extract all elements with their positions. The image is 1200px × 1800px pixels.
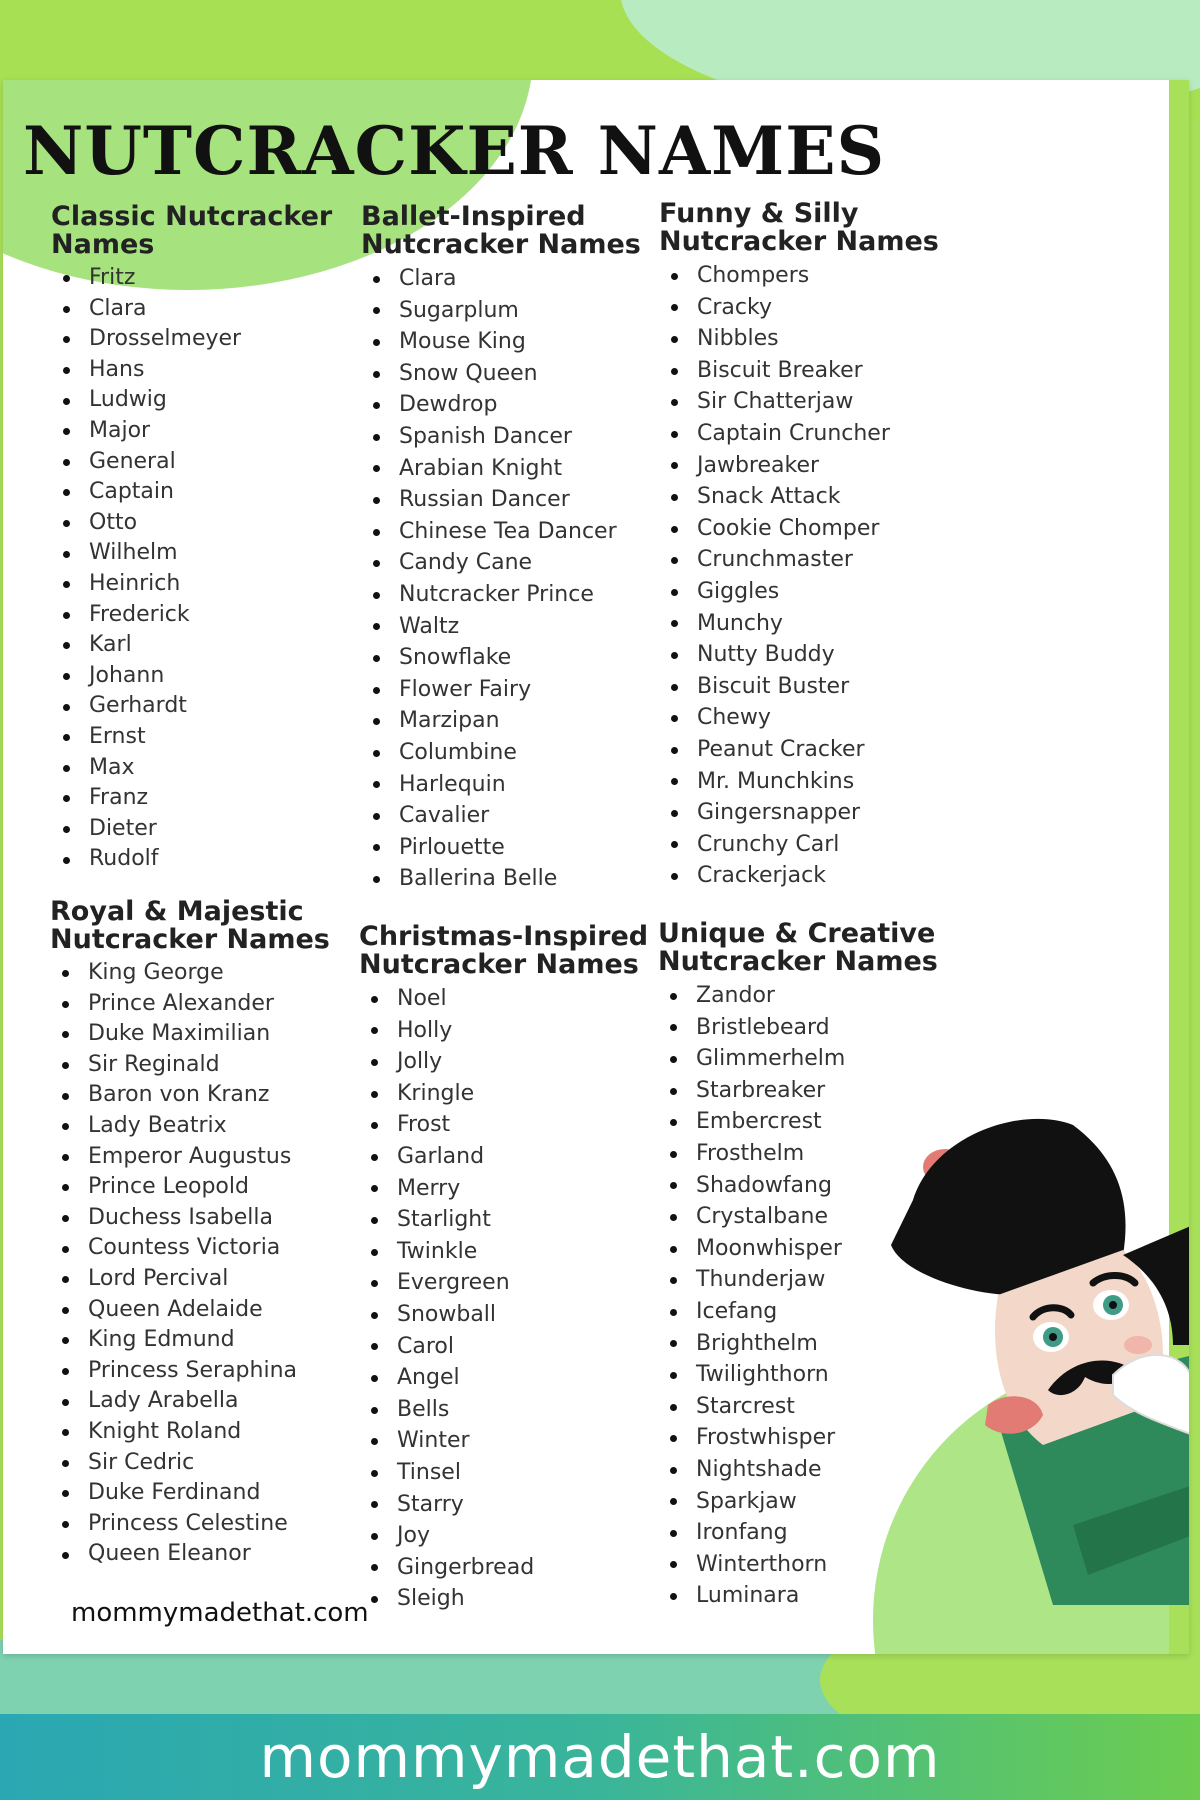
list-item: Countess Victoria [50, 1233, 330, 1264]
list-item: Kringle [359, 1078, 648, 1110]
section-funny [659, 200, 939, 892]
list-item: Winter [359, 1425, 648, 1457]
list-item: Sir Cedric [50, 1448, 330, 1479]
list-item: Clara [361, 263, 641, 295]
section-heading-line1: Royal & Majestic [50, 896, 304, 927]
list-item: Frostwhisper [658, 1422, 938, 1454]
list-item: Spanish Dancer [361, 421, 641, 453]
list-item: Ludwig [51, 385, 332, 416]
list-item: Starlight [359, 1204, 648, 1236]
list-item: Nightshade [658, 1454, 938, 1486]
page-title: NUTCRACKER NAMES [23, 112, 886, 190]
list-item: Luminara [658, 1580, 938, 1612]
list-item: Marzipan [361, 705, 641, 737]
list-item: Waltz [361, 611, 641, 643]
list-item: Cookie Chomper [659, 513, 939, 545]
list-item: Embercrest [658, 1106, 938, 1138]
list-item: Crystalbane [658, 1201, 938, 1233]
list-item: Dewdrop [361, 389, 641, 421]
section-heading [658, 920, 938, 976]
list-item: Nibbles [659, 323, 939, 355]
list-item: Harlequin [361, 769, 641, 801]
list-item: Twinkle [359, 1236, 648, 1268]
list-item: Tinsel [359, 1457, 648, 1489]
list-item: Russian Dancer [361, 484, 641, 516]
list-item: Biscuit Buster [659, 671, 939, 703]
list-item: Winterthorn [658, 1549, 938, 1581]
list-item: Shadowfang [658, 1170, 938, 1202]
section-heading-line2: Nutcracker Names [659, 226, 939, 257]
name-list [361, 263, 641, 895]
list-item: Captain Cruncher [659, 418, 939, 450]
list-item: Gingerbread [359, 1552, 648, 1584]
list-item: Starry [359, 1489, 648, 1521]
section-christmas [359, 923, 648, 1615]
list-item: Munchy [659, 608, 939, 640]
section-heading [51, 203, 332, 259]
footer-band [0, 1714, 1200, 1800]
list-item: Glimmerhelm [658, 1043, 938, 1075]
list-item: Franz [51, 783, 332, 814]
list-item: Baron von Kranz [50, 1080, 330, 1111]
list-item: Arabian Knight [361, 453, 641, 485]
name-list [659, 260, 939, 892]
list-item: Garland [359, 1141, 648, 1173]
list-item: Gingersnapper [659, 797, 939, 829]
list-item: Pirlouette [361, 832, 641, 864]
list-item: Rudolf [51, 844, 332, 875]
section-heading-line1: Ballet-Inspired [361, 201, 586, 232]
section-heading-line1: Funny & Silly [659, 198, 859, 229]
section-heading [659, 200, 939, 256]
list-item: Duchess Isabella [50, 1203, 330, 1234]
list-item: Prince Alexander [50, 989, 330, 1020]
list-item: Frost [359, 1109, 648, 1141]
name-list [359, 983, 648, 1615]
list-item: King Edmund [50, 1325, 330, 1356]
list-item: Fritz [51, 263, 332, 294]
list-item: Angel [359, 1362, 648, 1394]
nutcracker-icon [873, 1105, 1189, 1605]
list-item: Bells [359, 1394, 648, 1426]
list-item: Duke Ferdinand [50, 1478, 330, 1509]
list-item: Jolly [359, 1046, 648, 1078]
list-item: Ironfang [658, 1517, 938, 1549]
list-item: Thunderjaw [658, 1264, 938, 1296]
list-item: Snack Attack [659, 481, 939, 513]
list-item: Carol [359, 1331, 648, 1363]
section-heading-line1: Classic Nutcracker [51, 201, 333, 232]
watermark-url: mommymadethat.com [71, 1598, 369, 1628]
list-item: Merry [359, 1173, 648, 1205]
list-item: Peanut Cracker [659, 734, 939, 766]
list-item: Lady Arabella [50, 1386, 330, 1417]
name-list-sheet [3, 80, 1189, 1654]
list-item: Lord Percival [50, 1264, 330, 1295]
list-item: Duke Maximilian [50, 1019, 330, 1050]
list-item: Flower Fairy [361, 674, 641, 706]
list-item: Sparkjaw [658, 1486, 938, 1518]
list-item: Biscuit Breaker [659, 355, 939, 387]
section-heading-line2: Nutcracker Names [359, 949, 639, 980]
list-item: Mouse King [361, 326, 641, 358]
list-item: Prince Leopold [50, 1172, 330, 1203]
list-item: Ernst [51, 722, 332, 753]
list-item: Max [51, 753, 332, 784]
list-item: Brighthelm [658, 1328, 938, 1360]
list-item: Drosselmeyer [51, 324, 332, 355]
name-list [50, 958, 330, 1570]
list-item: Karl [51, 630, 332, 661]
list-item: Otto [51, 508, 332, 539]
list-item: Columbine [361, 737, 641, 769]
list-item: Frederick [51, 600, 332, 631]
list-item: Crackerjack [659, 860, 939, 892]
list-item: Jawbreaker [659, 450, 939, 482]
list-item: Knight Roland [50, 1417, 330, 1448]
list-item: Zandor [658, 980, 938, 1012]
list-item: Hans [51, 355, 332, 386]
list-item: Snowflake [361, 642, 641, 674]
name-list [51, 263, 332, 875]
list-item: Sir Reginald [50, 1050, 330, 1081]
list-item: Snow Queen [361, 358, 641, 390]
section-heading-line1: Christmas-Inspired [359, 921, 649, 952]
list-item: Chewy [659, 702, 939, 734]
list-item: Snowball [359, 1299, 648, 1331]
list-item: Sir Chatterjaw [659, 386, 939, 418]
list-item: Crunchmaster [659, 544, 939, 576]
section-heading-line2: Nutcracker Names [50, 924, 330, 955]
list-item: Moonwhisper [658, 1233, 938, 1265]
list-item: Mr. Munchkins [659, 766, 939, 798]
list-item: Heinrich [51, 569, 332, 600]
section-heading-line1: Unique & Creative [658, 918, 936, 949]
section-royal [50, 898, 330, 1570]
list-item: Joy [359, 1520, 648, 1552]
list-item: Chinese Tea Dancer [361, 516, 641, 548]
list-item: Cavalier [361, 800, 641, 832]
list-item: General [51, 447, 332, 478]
section-heading [359, 923, 648, 979]
list-item: Major [51, 416, 332, 447]
section-heading-line2: Nutcracker Names [658, 946, 938, 977]
list-item: Gerhardt [51, 691, 332, 722]
section-heading-line2: Names [51, 229, 155, 260]
section-classic [51, 203, 332, 875]
list-item: Captain [51, 477, 332, 508]
list-item: Nutty Buddy [659, 639, 939, 671]
list-item: Princess Celestine [50, 1509, 330, 1540]
list-item: Johann [51, 661, 332, 692]
section-heading [50, 898, 330, 954]
list-item: Nutcracker Prince [361, 579, 641, 611]
list-item: Crunchy Carl [659, 829, 939, 861]
list-item: Sugarplum [361, 295, 641, 327]
list-item: Ballerina Belle [361, 863, 641, 895]
list-item: Evergreen [359, 1267, 648, 1299]
list-item: Cracky [659, 292, 939, 324]
list-item: Emperor Augustus [50, 1142, 330, 1173]
list-item: Starcrest [658, 1391, 938, 1423]
list-item: Frosthelm [658, 1138, 938, 1170]
list-item: Lady Beatrix [50, 1111, 330, 1142]
list-item: Wilhelm [51, 538, 332, 569]
list-item: Clara [51, 294, 332, 325]
list-item: Dieter [51, 814, 332, 845]
list-item: Noel [359, 983, 648, 1015]
list-item: Queen Eleanor [50, 1539, 330, 1570]
list-item: Candy Cane [361, 547, 641, 579]
section-heading [361, 203, 641, 259]
section-ballet [361, 203, 641, 895]
list-item: Sleigh [359, 1583, 648, 1615]
list-item: Bristlebeard [658, 1012, 938, 1044]
list-item: King George [50, 958, 330, 989]
list-item: Icefang [658, 1296, 938, 1328]
footer-url[interactable]: mommymadethat.com [259, 1723, 941, 1791]
list-item: Holly [359, 1015, 648, 1047]
list-item: Twilighthorn [658, 1359, 938, 1391]
list-item: Queen Adelaide [50, 1295, 330, 1326]
list-item: Giggles [659, 576, 939, 608]
list-item: Princess Seraphina [50, 1356, 330, 1387]
list-item: Starbreaker [658, 1075, 938, 1107]
section-heading-line2: Nutcracker Names [361, 229, 641, 260]
list-item: Chompers [659, 260, 939, 292]
